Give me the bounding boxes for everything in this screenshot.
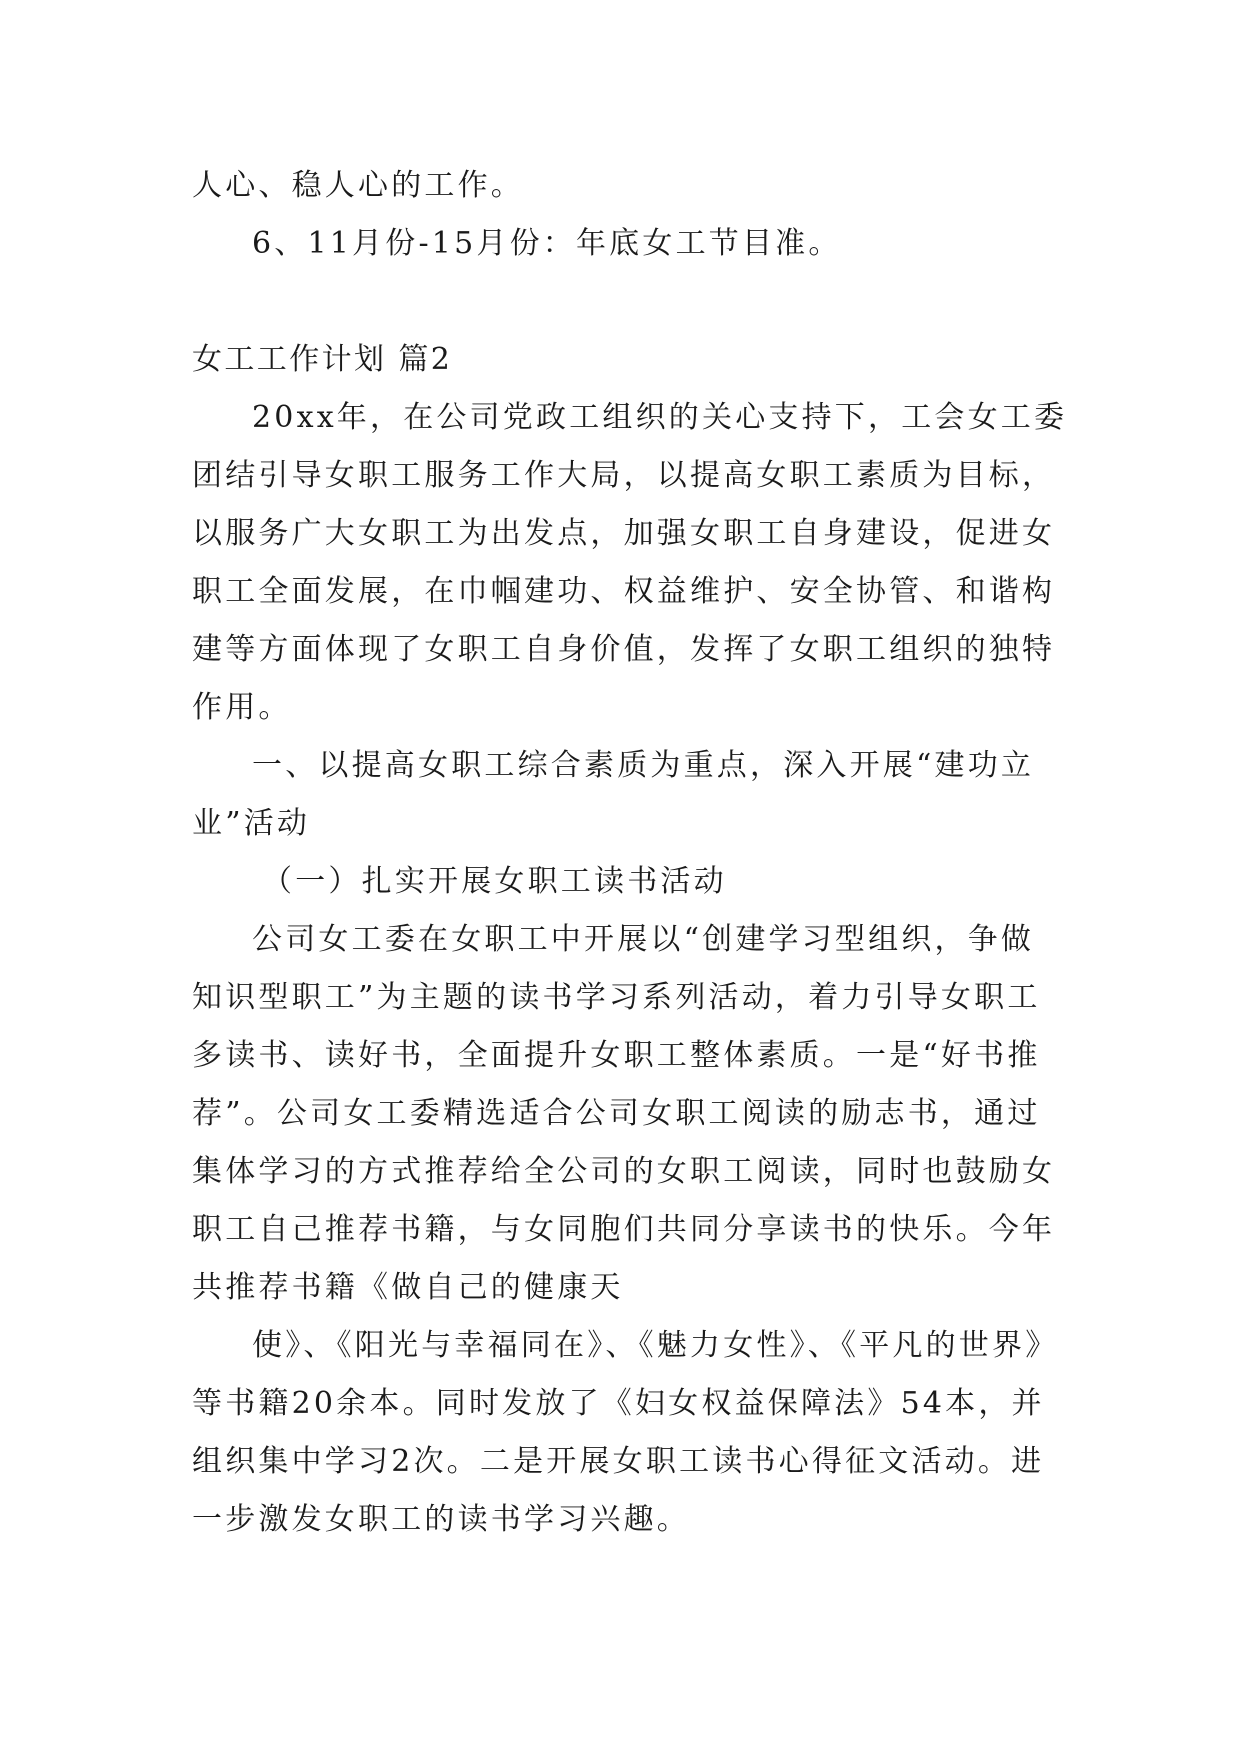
- paragraph-line: 一步激发女职工的读书学习兴趣。: [192, 1502, 690, 1537]
- paragraph-line: 知识型职工”为主题的读书学习系列活动，着力引导女职工: [192, 980, 1041, 1015]
- subheading: （一）扎实开展女职工读书活动: [262, 864, 727, 899]
- section-title: 女工工作计划 篇2: [192, 342, 453, 377]
- paragraph-line: 职工全面发展，在巾帼建功、权益维护、安全协管、和谐构: [192, 574, 1056, 609]
- paragraph-line: 团结引导女职工服务工作大局，以提高女职工素质为目标，: [192, 458, 1056, 493]
- paragraph-line: 职工自己推荐书籍，与女同胞们共同分享读书的快乐。今年: [192, 1212, 1056, 1247]
- paragraph-line: 建等方面体现了女职工自身价值，发挥了女职工组织的独特: [192, 632, 1056, 667]
- paragraph-line: 组织集中学习2次。二是开展女职工读书心得征文活动。进: [192, 1444, 1045, 1479]
- paragraph-line: 等书籍20余本。同时发放了《妇女权益保障法》54本，并: [192, 1386, 1045, 1421]
- paragraph-line: 公司女工委在女职工中开展以“创建学习型组织，争做: [252, 922, 1035, 957]
- paragraph-line: 多读书、读好书，全面提升女职工整体素质。一是“好书推: [192, 1038, 1041, 1073]
- heading-line: 一、以提高女职工综合素质为重点，深入开展“建功立: [252, 748, 1035, 783]
- paragraph-line: 使》、《阳光与幸福同在》、《魅力女性》、《平凡的世界》: [252, 1328, 1059, 1363]
- paragraph-line: 20xx年，在公司党政工组织的关心支持下，工会女工委: [252, 400, 1068, 435]
- paragraph-line: 共推荐书籍《做自己的健康天: [192, 1270, 624, 1305]
- paragraph-line: 荐”。公司女工委精选适合公司女职工阅读的励志书，通过: [192, 1096, 1041, 1131]
- heading-line: 业”活动: [192, 806, 311, 841]
- paragraph-line: 集体学习的方式推荐给全公司的女职工阅读，同时也鼓励女: [192, 1154, 1056, 1189]
- paragraph-line: 作用。: [192, 690, 292, 725]
- list-item-6: 6、11月份-15月份：年底女工节目准。: [252, 226, 842, 261]
- text-line: 人心、稳人心的工作。: [192, 168, 524, 203]
- paragraph-line: 以服务广大女职工为出发点，加强女职工自身建设，促进女: [192, 516, 1056, 551]
